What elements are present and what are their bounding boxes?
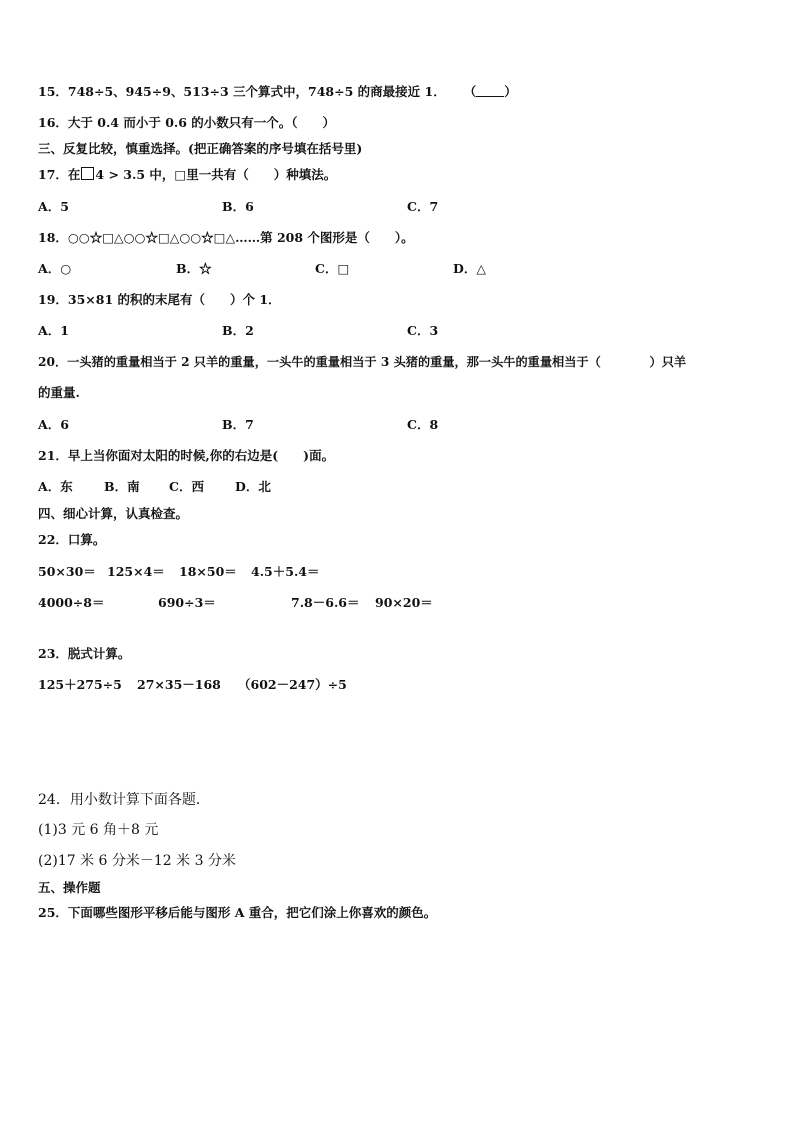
question-19: 19．35×81 的积的末尾有（ ）个 1． — [38, 292, 281, 307]
question-15-close-paren: ） — [504, 84, 517, 99]
q18-option-b[interactable]: B．☆ — [176, 261, 212, 276]
q21-option-c[interactable]: C．西 — [169, 479, 204, 494]
question-18: 18．○○☆□△○○☆□△○○☆□△……第 208 个图形是（ ）。 — [38, 230, 414, 245]
question-17 — [38, 167, 336, 183]
q21-option-d[interactable]: D．北 — [235, 479, 271, 494]
q24-item-2: (2)17 米 6 分米－12 米 3 分米 — [38, 853, 236, 869]
question-21: 21．早上当你面对太阳的时候,你的右边是( )面。 — [38, 448, 335, 463]
q20-option-c[interactable]: C．8 — [407, 417, 439, 432]
question-24-title: 24．用小数计算下面各题． — [38, 792, 210, 808]
question-15 — [38, 84, 517, 100]
question-20-line-1: 20．一头猪的重量相当于 2 只羊的重量，一头牛的重量相当于 3 头猪的重量，那一头牛的重量相当于（ ）只羊 — [38, 355, 687, 369]
q18-option-a[interactable]: A．○ — [38, 261, 72, 276]
question-15-text: 15．748÷5、945÷9、513÷3 三个算式中，748÷5 的商最接近 1． — [38, 84, 446, 99]
q21-option-b[interactable]: B．南 — [104, 479, 140, 494]
answer-blank[interactable] — [476, 85, 504, 97]
q22-expr: 50×30＝ — [38, 564, 96, 579]
section-3-heading: 三、反复比较，慎重选择。(把正确答案的序号填在括号里) — [38, 141, 363, 156]
q17-option-a[interactable]: A．5 — [38, 199, 69, 214]
q22-expr: 125×4＝ — [107, 564, 165, 579]
q17-option-c[interactable]: C．7 — [407, 199, 439, 214]
q18-option-c[interactable]: C．□ — [315, 261, 350, 276]
q22-expr: 18×50＝ — [179, 564, 237, 579]
square-box-icon — [81, 167, 94, 180]
q18-option-d[interactable]: D．△ — [453, 261, 486, 276]
q23-expr: 27×35－168 — [137, 677, 221, 692]
q20-option-b[interactable]: B．7 — [222, 417, 254, 432]
q22-expr: 4.5＋5.4＝ — [251, 564, 320, 579]
q23-expr: （602－247）÷5 — [238, 677, 347, 692]
q24-item-1: (1)3 元 6 角＋8 元 — [38, 822, 159, 838]
question-20-line-2: 的重量. — [38, 385, 80, 400]
section-4-heading: 四、细心计算，认真检查。 — [38, 506, 189, 521]
question-23-title: 23．脱式计算。 — [38, 646, 131, 661]
question-25: 25．下面哪些图形平移后能与图形 A 重合，把它们涂上你喜欢的颜色。 — [38, 905, 437, 920]
question-22-title: 22．口算。 — [38, 532, 106, 547]
question-15-open-paren: （ — [463, 84, 477, 99]
section-5-heading: 五、操作题 — [38, 880, 101, 895]
q21-option-a[interactable]: A．东 — [38, 479, 73, 494]
q22-expr: 90×20＝ — [375, 595, 433, 610]
question-16: 16．大于 0.4 而小于 0.6 的小数只有一个。（ ） — [38, 115, 336, 130]
q22-expr: 4000÷8＝ — [38, 595, 105, 610]
q23-expr: 125＋275÷5 — [38, 677, 122, 692]
q19-option-a[interactable]: A．1 — [38, 323, 69, 338]
q17-option-b[interactable]: B．6 — [222, 199, 254, 214]
q22-expr: 7.8－6.6＝ — [291, 595, 360, 610]
q19-option-b[interactable]: B．2 — [222, 323, 254, 338]
question-17-prefix: 17．在 — [38, 167, 81, 182]
q19-option-c[interactable]: C．3 — [407, 323, 439, 338]
q20-option-a[interactable]: A．6 — [38, 417, 69, 432]
q22-expr: 690÷3＝ — [158, 595, 216, 610]
question-17-suffix: 4 > 3.5 中，□里一共有（ ）种填法。 — [95, 167, 337, 182]
